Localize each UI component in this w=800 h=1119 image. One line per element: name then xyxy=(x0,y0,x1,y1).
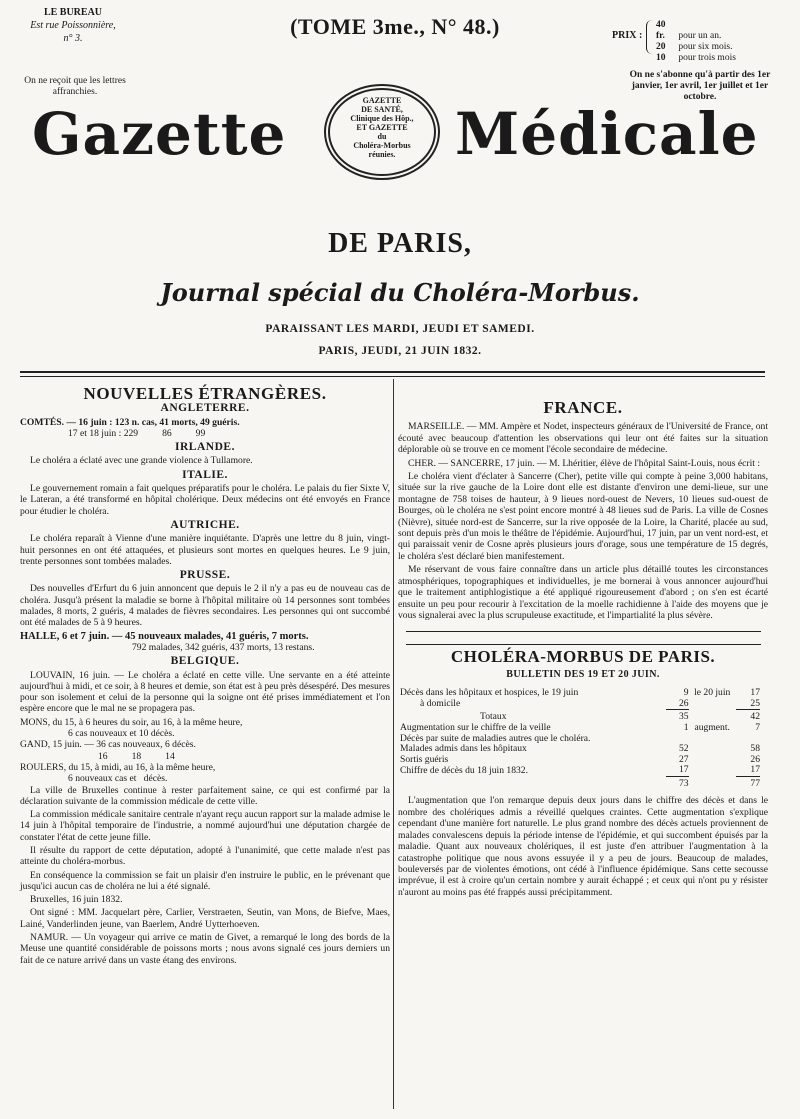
paragraph: Me réservant de vous faire connaître dans un article plus détaillé toutes les circonstances atmosphériques, topographiques et individuelles, je me bornerai à vous annoncer aujourd'hui que le traitement antiphlogistique a été appliqué rigoureusement d'abord ; on s'en est écarté ensuite un peu pour recourir à l'excitation de la moelle rachidienne à l'aide des moyens que je vous signalerai avec la plus scrupuleuse exactitude, et l'impartialité la plus sévère. xyxy=(398,564,768,621)
paragraph: Le choléra vient d'éclater à Sancerre (Cher), petite ville qui compte à peine 3,000 habitans, située sur la rive gauche de la Loire dont elle est distante d'environ une demi-lieue, sur une montagne de 758 toises de hauteur, à 9 lieues nord-ouest de Nevers, 10 lieues sud-ouest de Bourges, où le choléra ne s'est point encore montré à 48 lieues sud de Paris. La ville de Cosnes (Nièvre), située nord-est de Sancerre, sur la rive opposée de la Loire, la Charité, placée au sud, sont depuis près d'un mois le théâtre de l'épidémie. Aujourd'hui, 17 juin, par un vent nord-est, et qui paraissait venir de Cosne après plusieurs jours d'orage, sous une température de 15 degrés, le choléra s'est déclaré bien manifestement. xyxy=(398,471,768,562)
paragraph: Le choléra reparaît à Vienne d'une manière inquiétante. D'après une lettre du 8 juin, vingt-huit personnes en ont été attaquées, et plusieurs sont mortes en quelques heures. Le 9 juin, trente personnes sont tombées malades. xyxy=(20,533,390,567)
seal-line: ET GAZETTE xyxy=(356,123,408,132)
table-cell: Augmentation sur le chiffre de la veille xyxy=(400,721,551,733)
table-cell xyxy=(689,755,736,766)
table-cell xyxy=(400,776,666,789)
report-line: 792 malades, 342 guéris, 437 morts, 13 restans. xyxy=(132,641,315,653)
price-label: PRIX : xyxy=(612,30,643,41)
table-cell xyxy=(689,744,736,755)
table-cell: 17 xyxy=(750,687,760,699)
table-cell: 58 xyxy=(750,743,760,755)
table-cell: 9 xyxy=(683,687,689,699)
table-row xyxy=(400,755,760,766)
country-heading: ITALIE. xyxy=(182,468,228,481)
price-value: 10 xyxy=(656,53,666,63)
paragraph: LOUVAIN, 16 juin. — Le choléra a éclaté en cette ville. Une servante en a été atteinte aujourd'hui à midi, et ce soir, à 8 heures et demie, son état est à peu près désespéré. Des mesures pour son isolement et celui de la personne qui la soigne ont été prises immédiatement et l'on espère encore que le mal ne se propagera pas. xyxy=(20,669,390,715)
seal-emblem xyxy=(316,80,448,186)
masthead-rule xyxy=(20,371,765,373)
paragraph: En conséquence la commission se fait un plaisir d'en instruire le public, en le prévenant que jusqu'ici aucun cas de choléra ne lui a été signalé. xyxy=(20,869,390,892)
table-cell xyxy=(689,765,736,776)
table-cell xyxy=(689,710,736,723)
paragraph: Le choléra a éclaté avec une grande violence à Tullamore. xyxy=(30,455,253,467)
letters-notice: On ne reçoit que les lettres affranchies. xyxy=(24,76,126,97)
paragraph: Des nouvelles d'Erfurt du 6 juin annoncent que depuis le 2 il n'y a pas eu de nouveau cas de choléra. Jusqu'à présent la maladie se borne à l'hôpital militaire où 14 personnes sont tombées malades, 8 morts, 2 guéris, 4 malades de fièvres secondaires. Les personnes qui ont succombé ont été malades de 5 à 9 heures. xyxy=(20,583,390,629)
bureau-line: n° 3. xyxy=(63,33,83,44)
paragraph: MARSEILLE. — MM. Ampère et Nodet, inspecteurs généraux de l'Université de France, ont écouté avec beaucoup d'attention les observations qui leur ont été faites sur la situation déplorable où se trouve en ce moment l'école secondaire de médecine. xyxy=(398,421,768,456)
section-title-paris: CHOLÉRA-MORBUS DE PARIS. xyxy=(450,647,716,667)
masthead-rule xyxy=(20,376,765,377)
paragraph: Le gouvernement romain a fait quelques préparatifs pour le choléra. Le palais du fier Sixte V, le Lateran, a été transformé en hôpital cholérique. Deux médecins ont été envoyés en France pour étudier le choléra. xyxy=(20,483,390,517)
paragraph: Il résulte du rapport de cette députation, adopté à l'unanimité, que cette malade n'est pas atteinte du choléra-morbus. xyxy=(20,844,390,868)
brace-icon xyxy=(646,20,653,54)
table-cell: 26 xyxy=(750,753,760,765)
price-value: 40 fr. xyxy=(656,20,666,41)
table-row xyxy=(400,744,760,755)
report-line: 16 18 14 xyxy=(98,750,175,762)
paragraph: Ont signé : MM. Jacquelart père, Carlier, Verstraeten, Seutin, van Mons, de Biefve, Maes, Lainé, Vanderlinden jeune, van Baerlem, André Uytterhoeven. xyxy=(20,907,390,930)
table-cell: 35 xyxy=(666,710,689,723)
report-line: 17 et 18 juin : 229 86 99 xyxy=(68,427,206,439)
seal-line: réunies. xyxy=(368,150,396,159)
country-heading: PRUSSE. xyxy=(179,569,231,582)
table-cell: 77 xyxy=(736,776,760,789)
table-cell: 26 xyxy=(679,697,689,709)
seal-line: du xyxy=(377,132,387,141)
table-cell: Sortis guéris xyxy=(400,753,449,765)
publication-schedule: PARAISSANT LES MARDI, JEUDI ET SAMEDI. xyxy=(265,323,535,335)
paragraph: NAMUR. — Un voyageur qui arrive ce matin de Givet, a remarqué le long des bords de la Meuse une quantité considérable de poissons morts ; nous avons signalé ces jours derniers un fait de ce nature arrivé dans un vaste étang des environs. xyxy=(20,932,390,966)
masthead-title-right: Médicale xyxy=(455,100,759,168)
table-cell: 52 xyxy=(679,743,689,755)
section-rule xyxy=(406,631,761,632)
table-row xyxy=(400,688,760,699)
masthead-subtitle: DE PARIS, xyxy=(328,228,472,259)
table-row xyxy=(400,776,760,789)
country-heading: IRLANDE. xyxy=(175,441,235,454)
bureau-line: LE BUREAU xyxy=(43,7,103,18)
report-line: COMTÉS. — 16 juin : 123 n. cas, 41 morts, 49 guéris. xyxy=(20,416,240,428)
price-row xyxy=(656,20,736,42)
seal-line: DE SANTÉ, xyxy=(361,105,403,114)
subscription-notice: On ne s'abonne qu'à partir des 1er janvier, 1er avril, 1er juillet et 1er octobre. xyxy=(629,70,771,102)
price-term: pour un an. xyxy=(678,31,722,41)
table-cell: 17 xyxy=(679,764,689,776)
price-row xyxy=(656,53,736,64)
report-line: 6 nouveaux cas et décès. xyxy=(68,773,168,785)
bureau-address xyxy=(18,6,128,45)
bureau-line: Est rue Poissonnière, xyxy=(30,20,116,31)
table-cell: à domicile xyxy=(420,698,461,710)
issue-date: PARIS, JEUDI, 21 JUIN 1832. xyxy=(318,345,482,357)
price-row xyxy=(656,42,736,53)
country-heading: BELGIQUE. xyxy=(170,655,240,668)
price-term: pour six mois. xyxy=(678,42,733,52)
table-row xyxy=(400,765,760,776)
table-cell: 73 xyxy=(666,776,689,789)
seal-line: GAZETTE xyxy=(362,96,402,105)
table-cell: Chiffre de décès du 18 juin 1832. xyxy=(400,764,528,776)
price-term: pour trois mois xyxy=(678,53,736,63)
journal-tagline: Journal spécial du Choléra-Morbus. xyxy=(160,278,640,307)
masthead-title-left: Gazette xyxy=(32,100,287,168)
table-cell: Décès par suite de maladies autres que le choléra. xyxy=(400,732,591,744)
report-line: ROULERS, du 15, à midi, au 16, à la même heure, xyxy=(20,761,216,773)
table-row xyxy=(400,723,760,734)
table-cell: 25 xyxy=(750,697,760,709)
table-row xyxy=(400,710,760,723)
table-cell: 7 xyxy=(755,721,760,733)
table-cell: 42 xyxy=(736,710,760,723)
paragraph: CHER. — SANCERRE, 17 juin. — M. Lhéritier, élève de l'hôpital Saint-Louis, nous écrit : xyxy=(408,457,761,469)
table-cell xyxy=(689,734,736,745)
table-cell: 17 xyxy=(750,764,760,776)
bulletin-table xyxy=(400,688,760,789)
section-title-france: FRANCE. xyxy=(543,398,623,417)
column-divider xyxy=(393,379,394,1109)
table-cell xyxy=(689,776,736,789)
report-line: MONS, du 15, à 6 heures du soir, au 16, à la même heure, xyxy=(20,716,243,728)
report-line: GAND, 15 juin. — 36 cas nouveaux, 6 décès. xyxy=(20,739,196,751)
report-line: HALLE, 6 et 7 juin. — 45 nouveaux malades, 41 guéris, 7 morts. xyxy=(20,630,309,642)
report-line: 6 cas nouveaux et 10 décès. xyxy=(68,728,175,740)
seal-line: Clinique des Hôp., xyxy=(350,114,414,123)
paragraph: Bruxelles, 16 juin 1832. xyxy=(30,894,123,906)
price-value: 20 xyxy=(656,42,666,52)
section-title-foreign: NOUVELLES ÉTRANGÈRES. xyxy=(83,384,327,403)
paragraph: L'augmentation que l'on remarque depuis deux jours dans le chiffre des décès et dans le nombre des cholériques admis a réveillé quelques craintes. Cette augmentation s'explique cependant d'une manière fort naturelle. Le plus grand nombre des décès actuels proviennent de malades convalescens depuis la période intense de l'épidémie, et qui succombent épuisés par la maladie. Quant aux nouveaux cholériques, il est juste d'en attribuer l'augmentation à la catastrophe politique que nous avons essuyée il y a peu de jours. Beaucoup de malades, bouleversés par de violentes émotions, ont cédé à l'influence épidémique. Sans cette secousse imprévue, il est à croire qu'un certain nombre y aurait échappé ; et ceux qui n'ont pu y résister n'auront au moins pas été frappés aussi précipitamment. xyxy=(398,795,768,898)
left-column xyxy=(20,386,390,968)
paragraph: La ville de Bruxelles continue à rester parfaitement saine, ce qui est confirmé par la déclaration suivante de la commission médicale de cette ville. xyxy=(20,784,390,807)
seal-line: Choléra-Morbus xyxy=(353,141,411,150)
seal-text xyxy=(336,96,428,159)
table-row xyxy=(400,699,760,710)
table-cell: le 20 juin xyxy=(694,687,731,699)
section-rule xyxy=(406,644,761,645)
volume-number: (TOME 3me., N° 48.) xyxy=(290,14,500,39)
table-cell: Décès dans les hôpitaux et hospices, le 19 juin xyxy=(400,687,579,699)
bulletin-heading: BULLETIN DES 19 ET 20 JUIN. xyxy=(506,668,660,680)
table-cell xyxy=(689,699,736,710)
table-cell: 1 xyxy=(683,721,689,733)
table-cell: Totaux xyxy=(480,711,507,723)
country-heading: AUTRICHE. xyxy=(170,518,240,531)
paragraph: La commission médicale sanitaire centrale n'ayant reçu aucun rapport sur la malade admise le 14 juin à l'hôpital temporaire de l'industrie, a nommé aujourd'hui une députation chargée de constater l'état de cette jeune fille. xyxy=(20,809,391,843)
table-cell: 27 xyxy=(679,753,689,765)
table-cell: Malades admis dans les hôpitaux xyxy=(400,743,527,755)
right-column xyxy=(398,400,768,900)
table-cell: augment. xyxy=(694,721,730,733)
country-heading: ANGLETERRE. xyxy=(160,402,250,415)
